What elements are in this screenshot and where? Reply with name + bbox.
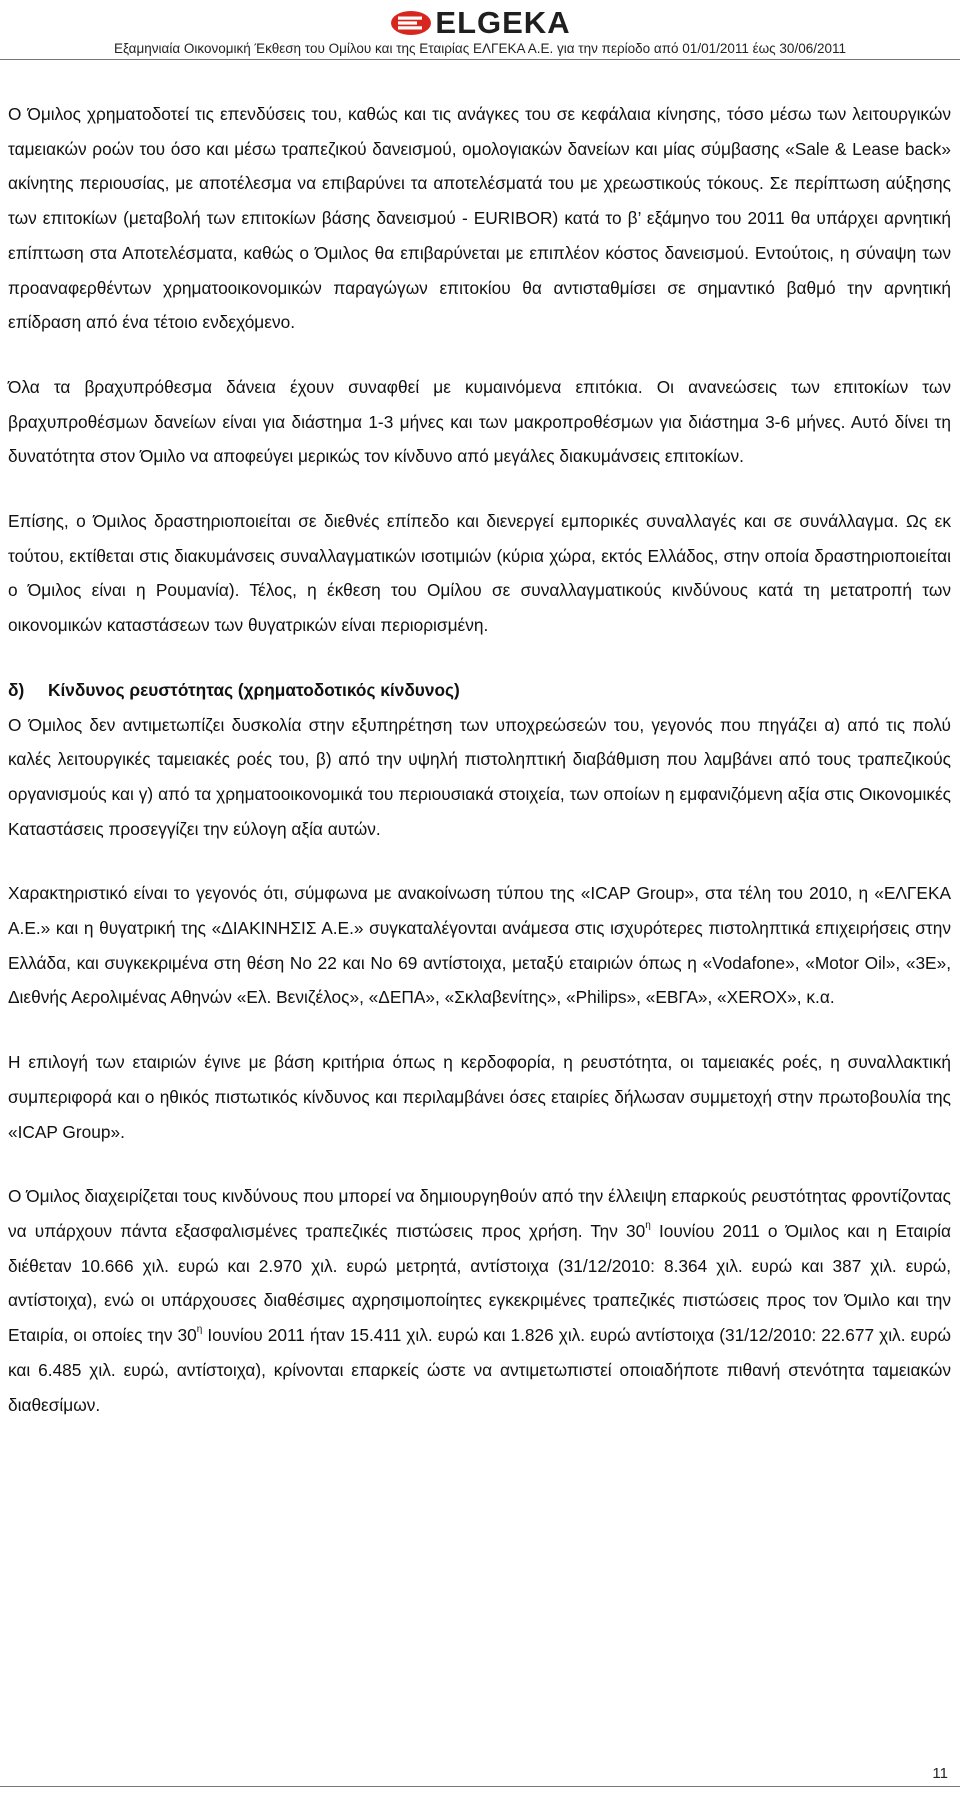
paragraph-floating-rates: Όλα τα βραχυπρόθεσμα δάνεια έχουν συναφθεί με κυμαινόμενα επιτόκια. Οι ανανεώσεις των επιτοκίων των βραχυπροθέσμων δανείων είναι για διάστημα 1-3 μήνες και των μακροπροθέσμων για διάστημα 3-6 μήνες. Αυτό δίνει τη δυνατότητα στον Όμιλο να αποφεύγει μερικώς τον κίνδυνο από μεγάλες διακυμάνσεις επιτοκίων. [8, 376, 951, 467]
cash-text-part-2: Ιουνίου 2011 ο Όμιλος και η Εταιρία διέθεταν 10.666 χιλ. ευρώ και 2.970 χιλ. ευρώ μετρητά, αντίστοιχα (31/12/2010: 8.364 χιλ. ευρώ και 387 χιλ. ευρώ, αντίστοιχα), ενώ οι υπάρχουσες διαθέσιμες αχρησιμοποίητες εγκεκριμένες τραπεζικές πιστώσεις προς τον Όμιλο και την Εταιρία, οι οποίες την 30 [8, 1220, 951, 1346]
document-body [8, 97, 951, 1422]
elgeka-logo-icon [389, 9, 433, 37]
paragraph-cash-position [8, 1179, 951, 1422]
section-letter: δ) [8, 679, 25, 700]
section-title: Κίνδυνος ρευστότητας (χρηματοδοτικός κίνδυνος) [48, 679, 460, 700]
page-number: 11 [932, 1765, 948, 1782]
paragraph-interest-financing: Ο Όμιλος χρηματοδοτεί τις επενδύσεις του, καθώς και τις ανάγκες του σε κεφάλαια κίνησης, τόσο μέσω των λειτουργικών ταμειακών ροών του όσο και μέσω τραπεζικού δανεισμού, ομολογιακών δανείων και μίας σύμβασης «Sale & Lease back» ακίνητης περιουσίας, με αποτέλεσμα να επιβαρύνει τα αποτελέσματά του με χρεωστικούς τόκους. Σε περίπτωση αύξησης των επιτοκίων (μεταβολή των επιτοκίων βάσης δανεισμού - EURIBOR) κατά το β’ εξάμηνο του 2011 θα υπάρχει αρνητική επίπτωση στα Αποτελέσματα, καθώς ο Όμιλος θα επιβαρύνεται με επιπλέον κόστος δανεισμού. Εντούτοις, η σύναψη των προαναφερθέντων χρηματοοικονομικών παραγώγων επιτοκίου θα αντισταθμίσει σε σημαντικό βαθμό την αρνητική επίδραση από ένα τέτοιο ενδεχόμενο. [8, 104, 951, 333]
section-heading-liquidity-risk [8, 673, 951, 708]
paragraph-fx-risk: Επίσης, ο Όμιλος δραστηριοποιείται σε διεθνές επίπεδο και διενεργεί εμπορικές συναλλαγές και σε συνάλλαγμα. Ως εκ τούτου, εκτίθεται στις διακυμάνσεις συναλλαγματικών ισοτιμιών (κύρια χώρα, εκτός Ελλάδος, στην οποία δραστηριοποιείται ο Όμιλος είναι η Ρουμανία). Τέλος, η έκθεση του Ομίλου σε συναλλαγματικούς κινδύνους κατά τη μετατροπή των οικονομικών καταστάσεων των θυγατρικών είναι περιορισμένη. [8, 511, 951, 636]
header-divider [0, 59, 960, 60]
superscript-2: η [196, 1324, 203, 1336]
superscript-1: η [645, 1220, 651, 1232]
logo-wordmark: ELGEKA [435, 5, 571, 40]
company-logo [0, 6, 960, 40]
footer-divider [0, 1786, 960, 1787]
paragraph-liquidity-overview: Ο Όμιλος δεν αντιμετωπίζει δυσκολία στην εξυπηρέτηση των υποχρεώσεών του, γεγονός που πηγάζει α) από τις πολύ καλές λειτουργικές ταμειακές ροές του, β) από την υψηλή πιστοληπτική διαβάθμιση που λαμβάνει από τους τραπεζικούς οργανισμούς και γ) από τα χρηματοοικονομικά του περιουσιακά στοιχεία, των οποίων η εμφανιζόμενη αξία στις Οικονομικές Καταστάσεις προσεγγίζει την εύλογη αξία αυτών. [8, 714, 951, 839]
paragraph-icap-ranking: Χαρακτηριστικό είναι το γεγονός ότι, σύμφωνα με ανακοίνωση τύπου της «ICAP Group», στα τέλη του 2010, η «ΕΛΓΕΚΑ Α.Ε.» και η θυγατρική της «ΔΙΑΚΙΝΗΣΙΣ Α.Ε.» συγκαταλέγονται ανάμεσα στις ισχυρότερες πιστοληπτικά επιχειρήσεις στην Ελλάδα, και συγκεκριμένα στη θέση Νο 22 και Νο 69 αντίστοιχα, μεταξύ εταιριών όπως η «Vodafone», «Motor Oil», «3E», Διεθνής Αερολιμένας Αθηνών «Ελ. Βενιζέλος», «ΔΕΠΑ», «Σκλαβενίτης», «Philips», «ΕΒΓΑ», «XEROX», κ.α. [8, 883, 951, 1008]
report-subtitle: Εξαμηνιαία Οικονομική Έκθεση του Ομίλου και της Εταιρίας ΕΛΓΕΚΑ Α.Ε. για την περίοδο από 01/01/2011 έως 30/06/2011 [114, 41, 846, 56]
cash-text-part-1: Ο Όμιλος διαχειρίζεται τους κινδύνους που μπορεί να δημιουργηθούν από την έλλειψη επαρκούς ρευστότητας φροντίζοντας να υπάρχουν πάντα εξασφαλισμένες τραπεζικές πιστώσεις προς χρήση. Την 30 [8, 1186, 951, 1241]
cash-text-part-3: Ιουνίου 2011 ήταν 15.411 χιλ. ευρώ και 1.826 χιλ. ευρώ αντίστοιχα (31/12/2010: 22.677 χιλ. ευρώ και 6.485 χιλ. ευρώ, αντίστοιχα), κρίνονται επαρκείς ώστε να αντιμετωπιστεί οποιαδήποτε πιθανή στενότητα ταμειακών διαθεσίμων. [8, 1325, 951, 1415]
paragraph-selection-criteria: Η επιλογή των εταιριών έγινε με βάση κριτήρια όπως η κερδοφορία, η ρευστότητα, οι ταμειακές ροές, η συναλλακτική συμπεριφορά και ο ηθικός πιστωτικός κίνδυνος και περιλαμβάνει όσες εταιρίες δήλωσαν συμμετοχή στην πρωτοβουλία της «ICAP Group». [8, 1052, 951, 1142]
page-header [0, 0, 960, 62]
